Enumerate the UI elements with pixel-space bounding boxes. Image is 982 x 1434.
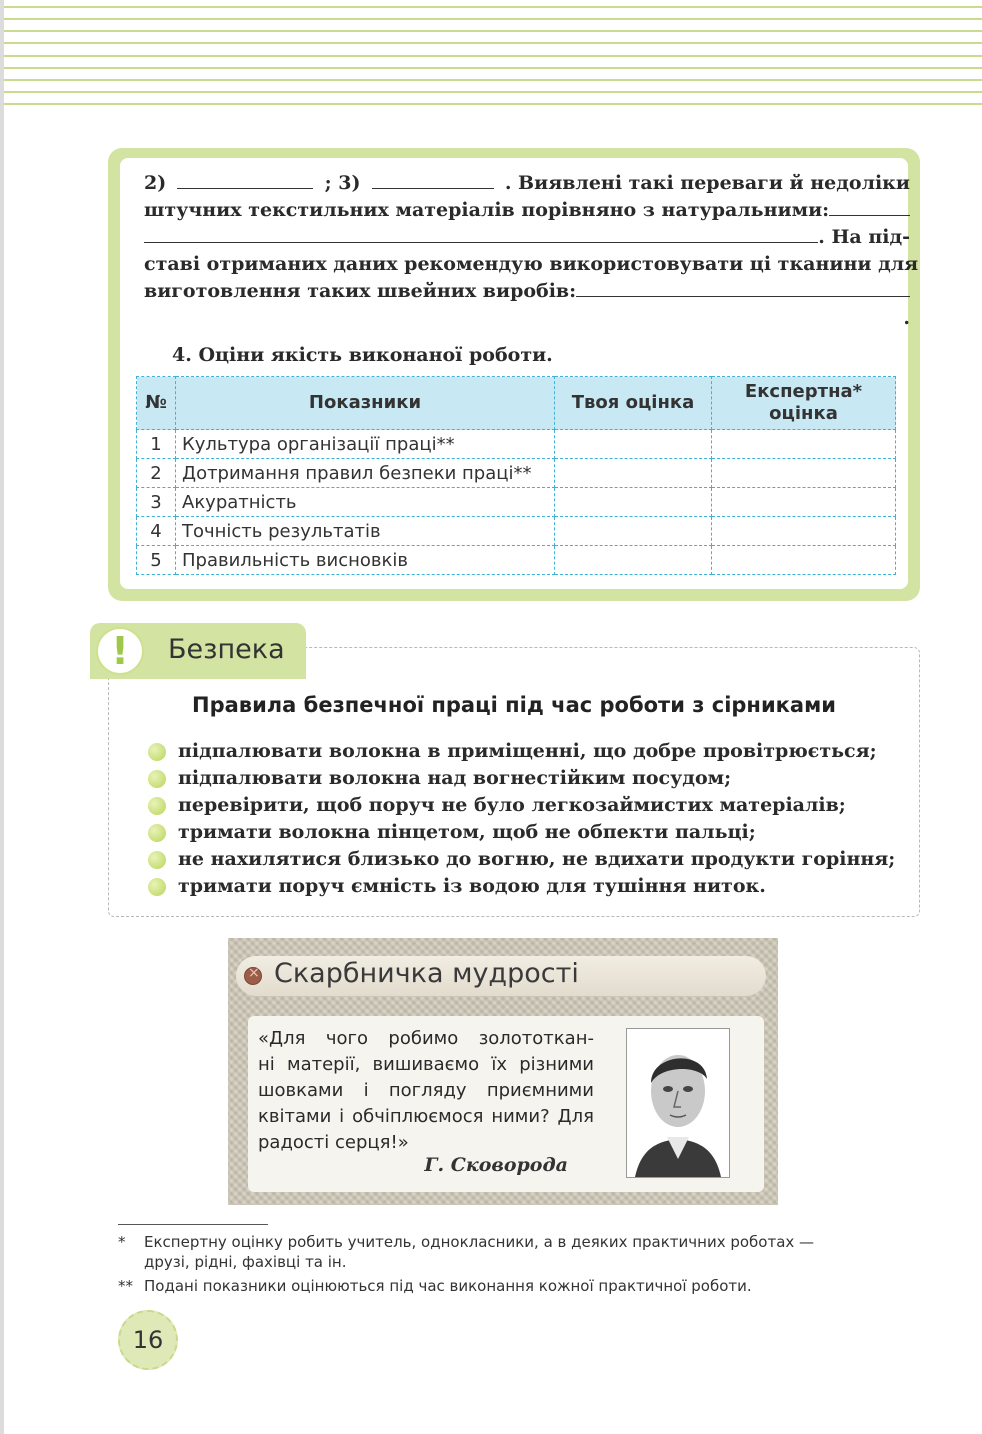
your-grade-cell[interactable] xyxy=(555,430,712,459)
table-row xyxy=(137,488,896,517)
grade-table-header xyxy=(137,377,896,430)
task-paragraph xyxy=(144,170,919,332)
row-num: 3 xyxy=(137,488,176,517)
rule-text: підпалювати волокна над вогнестійким посудом; xyxy=(178,767,732,789)
your-grade-cell[interactable] xyxy=(555,517,712,546)
item-3-label: ; 3) xyxy=(324,172,361,194)
task-line-3 xyxy=(144,224,910,251)
safety-rules-list xyxy=(148,738,895,900)
list-item xyxy=(148,792,895,819)
list-item xyxy=(148,819,895,846)
header-your-grade: Твоя оцінка xyxy=(555,377,712,430)
your-grade-cell[interactable] xyxy=(555,488,712,517)
quote-line: шовками і погляду приємними xyxy=(258,1080,594,1101)
page-number: 16 xyxy=(118,1310,178,1370)
expert-grade-cell[interactable] xyxy=(712,546,896,575)
blank-field-products[interactable] xyxy=(576,278,910,297)
bullet-dot-icon xyxy=(148,743,166,761)
task-line-5 xyxy=(144,278,910,305)
grade-table xyxy=(136,376,896,575)
bullet-dot-icon xyxy=(148,878,166,896)
expert-grade-cell[interactable] xyxy=(712,517,896,546)
wisdom-title-bar xyxy=(236,956,766,996)
task-line-5-text: виготовлення таких швейних виробів: xyxy=(144,280,577,302)
list-item xyxy=(148,873,895,900)
blank-field-3[interactable] xyxy=(372,170,494,189)
task-panel-inner xyxy=(120,158,919,589)
header-num: № xyxy=(137,377,176,430)
quote-line: «Для чого робимо золототкан- xyxy=(258,1028,594,1049)
bullet-dot-icon xyxy=(148,824,166,842)
quote-card xyxy=(248,1016,764,1192)
bullet-dot-icon xyxy=(148,770,166,788)
row-num: 2 xyxy=(137,459,176,488)
table-row xyxy=(137,546,896,575)
rule-text: тримати волокна пінцетом, щоб не обпекти пальці; xyxy=(178,821,756,843)
portrait-icon xyxy=(627,1029,729,1177)
page-edge xyxy=(0,0,4,1434)
list-item xyxy=(148,738,895,765)
row-indicator: Дотримання правил безпеки праці** xyxy=(176,459,555,488)
expert-grade-cell[interactable] xyxy=(712,430,896,459)
row-indicator: Культура організації праці** xyxy=(176,430,555,459)
header-expert-grade: Експертна* оцінка xyxy=(712,377,896,430)
rule-text: підпалювати волокна в приміщенні, що добре провітрюється; xyxy=(178,740,877,762)
rule-text: не нахилятися близько до вогню, не вдихати продукти горіння; xyxy=(178,848,896,870)
row-num: 1 xyxy=(137,430,176,459)
top-writing-lines xyxy=(4,0,982,110)
exclamation-icon: ! xyxy=(96,627,144,675)
portrait-image xyxy=(626,1028,730,1178)
footnote-divider xyxy=(118,1224,268,1225)
row-num: 4 xyxy=(137,517,176,546)
blank-field-advantages[interactable] xyxy=(829,197,910,216)
row-indicator: Правильність висновків xyxy=(176,546,555,575)
button-dot-icon xyxy=(244,967,262,985)
footnote-1: * Експертну оцінку робить учитель, однокласники, а в деяких практичних роботах — друзі, рідні, фахівці та ін. xyxy=(118,1233,815,1271)
task-line-2-text: штучних текстильних матеріалів порівняно з натуральними: xyxy=(144,199,830,221)
table-row xyxy=(137,430,896,459)
task-line-6 xyxy=(144,305,910,332)
task-line-2 xyxy=(144,197,910,224)
table-row xyxy=(137,517,896,546)
task-4-heading: 4. Оціни якість виконаної роботи. xyxy=(172,344,553,366)
expert-grade-cell[interactable] xyxy=(712,459,896,488)
safety-tab xyxy=(90,623,306,679)
blank-field-advantages-cont[interactable] xyxy=(144,224,818,243)
quote-line: квітами і обчіплюємося ними? Для xyxy=(258,1106,594,1127)
bullet-dot-icon xyxy=(148,851,166,869)
task-line-1 xyxy=(144,170,910,197)
row-indicator: Точність результатів xyxy=(176,517,555,546)
quote-author: Г. Сковорода xyxy=(424,1154,568,1176)
wisdom-title: Скарбничка мудрості xyxy=(274,958,579,989)
your-grade-cell[interactable] xyxy=(555,546,712,575)
rule-text: перевірити, щоб поруч не було легкозаймистих матеріалів; xyxy=(178,794,846,816)
quote-line: ні матерії, вишиваємо їх різними xyxy=(258,1054,594,1075)
safety-title: Правила безпечної праці під час роботи з сірниками xyxy=(192,693,836,717)
row-indicator: Акуратність xyxy=(176,488,555,517)
row-num: 5 xyxy=(137,546,176,575)
task-line-3-text: . На під- xyxy=(818,226,910,248)
quote-line: радості серця!» xyxy=(258,1132,409,1153)
task-line-4 xyxy=(144,251,919,278)
task-line-1-text: . Виявлені такі переваги й недоліки xyxy=(504,172,910,194)
expert-grade-cell[interactable] xyxy=(712,488,896,517)
header-indicators: Показники xyxy=(176,377,555,430)
footnote-2: ** Подані показники оцінюються під час виконання кожної практичної роботи. xyxy=(118,1277,752,1295)
table-row xyxy=(137,459,896,488)
task-line-6-text: . xyxy=(903,307,910,329)
your-grade-cell[interactable] xyxy=(555,459,712,488)
task-panel xyxy=(108,148,920,601)
blank-field-2[interactable] xyxy=(177,170,313,189)
safety-tab-label: Безпека xyxy=(168,634,285,665)
rule-text: тримати поруч ємність із водою для тушіння ниток. xyxy=(178,875,766,897)
list-item xyxy=(148,765,895,792)
quote-text xyxy=(258,1026,594,1156)
list-item xyxy=(148,846,895,873)
item-2-label: 2) xyxy=(144,172,167,194)
bullet-dot-icon xyxy=(148,797,166,815)
wisdom-panel xyxy=(228,938,778,1205)
task-line-4-text: ставі отриманих даних рекомендую використовувати ці тканини для xyxy=(144,253,919,275)
